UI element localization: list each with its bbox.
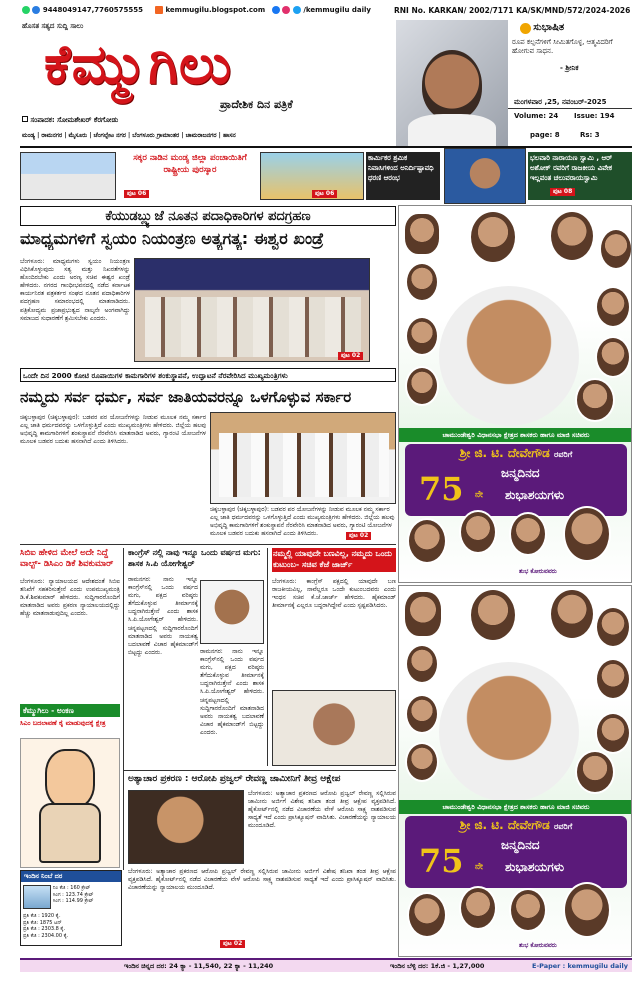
ad-2-age: 75 [419, 842, 464, 880]
footer-gold-rate: ಇಂದಿನ ಚಿನ್ನದ ದರ: 24 ಕ್ಯಾ - 11,540, 22 ಕ್ಯಾ - 11,240 [124, 962, 274, 970]
second-photo-cm [210, 412, 396, 504]
lead-headline[interactable]: ಮಾಧ್ಯಮಗಳಿಗೆ ಸ್ವಯಂ ನಿಯಂತ್ರಣ ಅತ್ಯಗತ್ಯ: ಈಶ್ವರ ಖಂಡ್ರೆ [20, 229, 324, 248]
footer-silver-rate: ಇಂದಿನ ಬೆಳ್ಳಿ ದರ: 1ಕೆ.ಜಿ - 1,27,000 [390, 962, 485, 970]
market-stat: ಪ್ರತಿ ಕೆಜಿ: 1875 ಟನ್ [23, 919, 62, 926]
birthday-ad-1 [398, 205, 632, 583]
subhashita-author: - ಶ್ರೀನಿಕ [560, 64, 579, 72]
market-title: ಇಂದಿನ ನಿಂಬೆ ದರ [21, 871, 121, 882]
cartoon-title: ಕೆಮ್ಮುಗಿಲು - ಅಂಕಣ [20, 704, 120, 717]
blogger-icon [155, 6, 163, 14]
editions-line: ಮಂಡ್ಯ | ರಾಮನಗರ | ಮೈಸೂರು | ಚೆಂಗಲ್ಪೇಟ ನಗರ | ಬೆಂಗಳೂರು ಗ್ರಾಮಾಂತರ | ಚಾಮರಾಜನಗರ | ಹಾಸನ [22, 132, 236, 139]
whatsapp-icon [22, 6, 30, 14]
ad-2-main-portrait [439, 662, 579, 802]
ad-1-wishes: ಶುಭಾಶಯಗಳು [505, 488, 565, 502]
ad-2-wishes: ಶುಭಾಶಯಗಳು [505, 860, 565, 874]
footer-epaper[interactable]: E-Paper : kemmugilu daily [532, 962, 628, 970]
twitter-icon [293, 6, 301, 14]
teaser-strip [20, 146, 632, 202]
website-line [155, 6, 265, 15]
ad-1-card [405, 444, 627, 516]
cartoon-caption: ಸಿಎಂ ಬದಲಾವಣೆ ಕೈ ಮಾಡುವುದಕ್ಕೆ ಕ್ಷೇತ್ರ [20, 719, 106, 727]
teaser-2-text[interactable]: ಕಾರ್ಮಿಕರ ಶ್ರಮಿಕ ನಿವಾಸಿಗಳಿಂದ ಅನಿರ್ದಿಷ್ಟಾವಧಿ ಧರಣಿ ಆರಂಭ [366, 152, 440, 200]
birthday-ad-2 [398, 585, 632, 957]
second-page: ಪುಟ 02 [346, 532, 371, 540]
ad-2-name-suffix: ರವರಿಗೆ [553, 822, 573, 831]
ad-1-name [405, 446, 627, 461]
mid-photo-yogeshwar [200, 580, 264, 644]
bottom-headline[interactable]: ಅತ್ಯಾಚಾರ ಪ್ರಕರಣ : ಆರೋಪಿ ಪ್ರಜ್ವಲ್ ರೇವಣ್ಣ ಜಾಮೀನಿಗೆ ತೀವ್ರ ಆಕ್ಷೇಪ [128, 774, 341, 784]
ad-2-name-prefix: ಶ್ರೀ ಜಿ. ಟಿ. ದೇವೇಗೌಡ [459, 818, 550, 832]
sun-icon [520, 23, 531, 34]
tagline: ಹೊಸತ ಸತ್ಯದ ಸುದ್ದಿ ಸಾಲು [22, 22, 84, 30]
facebook-icon [272, 6, 280, 14]
market-row: ಸಿಂಗ : 114.99 ಕ್ರೇಟ್ [53, 898, 94, 904]
teaser-1-page: ಪುಟ 06 [124, 190, 149, 198]
social-line [272, 6, 371, 15]
mid-body: ರಾಮನಗರ: ನಾನು ಇನ್ನೂ ಕಾಂಗ್ರೆಸ್‌ನಲ್ಲಿ ಒಂದು ವರ್ಷದ ಮಗು, ಪಕ್ಷದ ವರಿಷ್ಠರು ತೆಗೆದುಕೊಳ್ಳುವ ತೀರ್ಮಾನಕ್ಕೆ ಬದ್ಧನಾಗಿರುತ್ತೇನೆ ಎಂದು ಶಾಸಕ ಸಿ.ಪಿ.ಯೋಗೇಶ್ವರ್ ಹೇಳಿದರು. ಚನ್ನಪಟ್ಟಣದಲ್ಲಿ ಸುದ್ದಿಗಾರರೊಂದಿಗೆ ಮಾತನಾಡಿದ ಅವರು ನಾಯಕತ್ವ ಬದಲಾವಣೆ ವಿಚಾರ ಹೈಕಮಾಂಡ್‌ಗೆ ಬಿಟ್ಟದ್ದು ಎಂದರು. [128, 576, 198, 656]
ad-2-card [405, 816, 627, 888]
ad-2-signature: ಶುಭ ಕೋರುವವರು [519, 942, 557, 949]
mid-headline[interactable]: ಕಾಂಗ್ರೆಸ್ ನಲ್ಲಿ ನಾವು ಇನ್ನೂ ಒಂದು ವರ್ಷದ ಮಗು: ಶಾಸಕ ಸಿ.ಪಿ ಯೋಗೇಶ್ವರ್ [128, 548, 261, 568]
right-headline[interactable]: ನಮ್ಮಲ್ಲಿ ಯಾವುದೇ ಬಣವಿಲ್ಲ, ನಮ್ಮದು ಒಂದು ಕುಟುಂಬ- ಸಚಿವ ಕೆಜೆ ಜಾರ್ಜ್ [272, 548, 396, 572]
date-line: ಮಂಗಳವಾರ ,25, ನವಂಬರ್-2025 [514, 98, 607, 106]
lead-body: ಬೆಂಗಳೂರು: ಮಾಧ್ಯಮಗಳು ಸ್ವಯಂ ನಿಯಂತ್ರಣ ವಿಧಿಸಿಕೊಳ್ಳುವುದು ಸತ್ಯ ಮತ್ತು ನಿಖರತೆಗಳನ್ನು ಹೊಂದಿರಬೇಕು ಎಂದು ಅರಣ್ಯ ಸಚಿವ ಈಶ್ವರ ಖಂಡ್ರೆ ಹೇಳಿದರು. ನಗರದ ಗಾಂಧೀಭವನದಲ್ಲಿ ನಡೆದ ಕರ್ನಾಟಕ ಕಾರ್ಯನಿರತ ಪತ್ರಕರ್ತರ ಸಂಘದ ನೂತನ ಪದಾಧಿಕಾರಿಗಳ ಪದಗ್ರಹಣ ಸಮಾರಂಭದಲ್ಲಿ ಮಾತನಾಡಿದರು. ಪತ್ರಿಕೋದ್ಯಮ ಪ್ರಜಾಪ್ರಭುತ್ವದ ನಾಲ್ಕನೇ ಅಂಗವಾಗಿದ್ದು ಸಮಾಜದ ಸುಧಾರಣೆಗೆ ಶ್ರಮಿಸಬೇಕು ಎಂದರು. [20, 258, 130, 322]
website-link[interactable]: kemmugilu.blogspot.com [165, 6, 266, 14]
masthead-title: ಕೆಮ್ಮುಗಿಲು [44, 32, 233, 96]
ad-1-band: ಚಾಮುಂಡೇಶ್ವರಿ ವಿಧಾನಸಭಾ ಕ್ಷೇತ್ರದ ಶಾಸಕರು ಹಾಗೂ ಮಾಜಿ ಸಚಿವರು [399, 428, 632, 442]
social-handle[interactable]: /kemmugilu daily [303, 6, 371, 14]
lead-kicker: ಕೆಯುಡಬ್ಲ್ಯುಜೆ ನೂತನ ಪದಾಧಿಕಾರಿಗಳ ಪದಗ್ರಹಣ [20, 206, 396, 226]
mid-body-cont: ರಾಮನಗರ: ನಾನು ಇನ್ನೂ ಕಾಂಗ್ರೆಸ್‌ನಲ್ಲಿ ಒಂದು ವರ್ಷದ ಮಗು, ಪಕ್ಷದ ವರಿಷ್ಠರು ತೆಗೆದುಕೊಳ್ಳುವ ತೀರ್ಮಾನಕ್ಕೆ ಬದ್ಧನಾಗಿರುತ್ತೇನೆ ಎಂದು ಶಾಸಕ ಸಿ.ಪಿ.ಯೋಗೇಶ್ವರ್ ಹೇಳಿದರು. ಚನ್ನಪಟ್ಟಣದಲ್ಲಿ ಸುದ್ದಿಗಾರರೊಂದಿಗೆ ಮಾತನಾಡಿದ ಅವರು ನಾಯಕತ್ವ ಬದಲಾವಣೆ ವಿಚಾರ ಹೈಕಮಾಂಡ್‌ಗೆ ಬಿಟ್ಟದ್ದು ಎಂದರು. [200, 648, 264, 736]
second-body-cont: ಚಿಕ್ಕಬಳ್ಳಾಪುರ (ಚಿಕ್ಕಬಳ್ಳಾಪುರ): ಬಡವರ ಪರ ಯೋಜನೆಗಳನ್ನು ನೀಡುವ ಮೂಲಕ ನಮ್ಮ ಸರ್ಕಾರ ಎಲ್ಲ ಜಾತಿ ಧರ್ಮದವರನ್ನು ಒಳಗೊಳ್ಳುತ್ತಿದೆ ಎಂದು ಮುಖ್ಯಮಂತ್ರಿಗಳು ಹೇಳಿದರು. ಜಿಲ್ಲೆಯ ಹಲವು ಅಭಿವೃದ್ಧಿ ಕಾಮಗಾರಿಗಳಿಗೆ ಶಂಕುಸ್ಥಾಪನೆ ನೆರವೇರಿಸಿ ಮಾತನಾಡಿದ ಅವರು, ಗ್ಯಾರಂಟಿ ಯೋಜನೆಗಳ ಮೂಲಕ ಬಡವರ ಬದುಕು ಹಸನಾಗಿದೆ ಎಂದು ತಿಳಿಸಿದರು. [210, 506, 395, 538]
phone-numbers: 9448049147,7760575555 [42, 6, 143, 14]
bottom-photo-prajwal [128, 790, 244, 864]
ad-2-age-suffix: ನೇ [475, 862, 483, 872]
editor-name: ಸಂಪಾದಕ: ಸೋಮಶೇಖರ್ ಕೆರಗೋಡು [30, 116, 119, 124]
instagram-icon [282, 6, 290, 14]
second-body: ಚಿಕ್ಕಬಳ್ಳಾಪುರ (ಚಿಕ್ಕಬಳ್ಳಾಪುರ): ಬಡವರ ಪರ ಯೋಜನೆಗಳನ್ನು ನೀಡುವ ಮೂಲಕ ನಮ್ಮ ಸರ್ಕಾರ ಎಲ್ಲ ಜಾತಿ ಧರ್ಮದವರನ್ನು ಒಳಗೊಳ್ಳುತ್ತಿದೆ ಎಂದು ಮುಖ್ಯಮಂತ್ರಿಗಳು ಹೇಳಿದರು. ಜಿಲ್ಲೆಯ ಹಲವು ಅಭಿವೃದ್ಧಿ ಕಾಮಗಾರಿಗಳಿಗೆ ಶಂಕುಸ್ಥಾಪನೆ ನೆರವೇರಿಸಿ ಮಾತನಾಡಿದ ಅವರು, ಗ್ಯಾರಂಟಿ ಯೋಜನೆಗಳ ಮೂಲಕ ಬಡವರ ಬದುಕು ಹಸನಾಗಿದೆ ಎಂದು ತಿಳಿಸಿದರು. [20, 414, 206, 446]
market-stat: ಪ್ರತಿ ಕೆಜಿ : 2303.8 ಕೈ. [23, 926, 66, 932]
phone-icon [32, 6, 40, 14]
teaser-photo-minister [444, 148, 526, 204]
teaser-3-page: ಪುಟ 08 [550, 188, 575, 196]
right-body: ಬೆಂಗಳೂರು: ಕಾಂಗ್ರೆಸ್ ಪಕ್ಷದಲ್ಲಿ ಯಾವುದೇ ಬಣ ರಾಜಕೀಯವಿಲ್ಲ, ನಾವೆಲ್ಲರೂ ಒಂದೇ ಕುಟುಂಬದವರು ಎಂದು ಇಂಧನ ಸಚಿವ ಕೆ.ಜೆ.ಜಾರ್ಜ್ ಹೇಳಿದರು. ಹೈಕಮಾಂಡ್ ತೀರ್ಮಾನಕ್ಕೆ ಎಲ್ಲರೂ ಬದ್ಧರಾಗಿದ್ದೇವೆ ಎಂದು ಸ್ಪಷ್ಟಪಡಿಸಿದರು. [272, 578, 396, 610]
ad-1-main-portrait [439, 286, 579, 426]
ad-2-name [405, 818, 627, 833]
ad-1-name-suffix: ರವರಿಗೆ [553, 450, 573, 459]
lead-page: ಪುಟ 02 [338, 352, 363, 360]
market-stat: ಪ್ರತಿ ಕೆಜಿ : 2304.00 ಕೈ. [23, 932, 69, 939]
contact-line [22, 6, 143, 15]
subhashita-box [520, 22, 564, 34]
checkbox-icon [22, 116, 28, 122]
issue: Issue: 194 [574, 112, 615, 120]
right-photo-george [272, 690, 396, 766]
lead-photo-ceremony [134, 258, 370, 362]
ad-1-age-suffix: ನೇ [475, 490, 483, 500]
editor-line [22, 116, 118, 125]
masthead-area [0, 0, 640, 148]
market-stat: ಪ್ರತಿ ಕೆಜಿ : 1920 ಕೈ. [23, 913, 61, 919]
bottom-body-cont: ಬೆಂಗಳೂರು: ಅತ್ಯಾಚಾರ ಪ್ರಕರಣದ ಆರೋಪಿ ಪ್ರಜ್ವಲ್ ರೇವಣ್ಣ ಸಲ್ಲಿಸಿರುವ ಜಾಮೀನು ಅರ್ಜಿಗೆ ವಿಶೇಷ ತನಿಖಾ ತಂಡ ತೀವ್ರ ಆಕ್ಷೇಪ ವ್ಯಕ್ತಪಡಿಸಿದೆ. ಹೈಕೋರ್ಟ್‌ನಲ್ಲಿ ನಡೆದ ವಿಚಾರಣೆಯ ವೇಳೆ ಆರೋಪಿ ಸಾಕ್ಷ್ಯ ನಾಶಪಡಿಸುವ ಸಾಧ್ಯತೆ ಇದೆ ಎಂದು ಪ್ರಾಸಿಕ್ಯೂಷನ್ ವಾದಿಸಿತು. ವಿಚಾರಣೆಯನ್ನು ನ್ಯಾಯಾಲಯ ಮುಂದೂಡಿದೆ. [128, 868, 396, 892]
subhashita-title: ಸುಭಾಷಿತ [533, 22, 565, 33]
market-row: ಸಿಂಗ : 123.74 ಕ್ರೇಟ್ [53, 891, 94, 898]
left-body: ಬೆಂಗಳೂರು: ನ್ಯಾಯಾಲಯದ ಆದೇಶದಂತೆ ಸಿಬಿಐ ತನಿಖೆಗೆ ಸಹಕರಿಸುತ್ತೇನೆ ಎಂದು ಉಪಮುಖ್ಯಮಂತ್ರಿ ಡಿ.ಕೆ.ಶಿವಕುಮಾರ್ ಹೇಳಿದರು. ಸುದ್ದಿಗಾರರೊಂದಿಗೆ ಮಾತನಾಡಿದ ಅವರು ಪ್ರಕರಣ ನ್ಯಾಯಾಲಯದಲ್ಲಿದ್ದು ಹೆಚ್ಚು ಮಾತನಾಡುವುದಿಲ್ಲ ಎಂದರು. [20, 578, 120, 618]
bottom-body: ಬೆಂಗಳೂರು: ಅತ್ಯಾಚಾರ ಪ್ರಕರಣದ ಆರೋಪಿ ಪ್ರಜ್ವಲ್ ರೇವಣ್ಣ ಸಲ್ಲಿಸಿರುವ ಜಾಮೀನು ಅರ್ಜಿಗೆ ವಿಶೇಷ ತನಿಖಾ ತಂಡ ತೀವ್ರ ಆಕ್ಷೇಪ ವ್ಯಕ್ತಪಡಿಸಿದೆ. ಹೈಕೋರ್ಟ್‌ನಲ್ಲಿ ನಡೆದ ವಿಚಾರಣೆಯ ವೇಳೆ ಆರೋಪಿ ಸಾಕ್ಷ್ಯ ನಾಶಪಡಿಸುವ ಸಾಧ್ಯತೆ ಇದೆ ಎಂದು ಪ್ರಾಸಿಕ್ಯೂಷನ್ ವಾದಿಸಿತು. ವಿಚಾರಣೆಯನ್ನು ನ್ಯಾಯಾಲಯ ಮುಂದೂಡಿದೆ. [248, 790, 396, 830]
footer-bar [20, 958, 632, 972]
ribbon-headline[interactable]: ಒಂದೇ ದಿನ 2000 ಕೋಟಿ ರೂಪಾಯಿಗಳ ಕಾಮಗಾರಿಗಳ ಶಂಕುಸ್ಥಾಪನೆ, ಉದ್ಘಾಟನೆ ನೆರವೇರಿಸಿದ ಮುಖ್ಯಮಂತ್ರಿಗಳು [20, 368, 396, 382]
ad-1-greeting: ಜನ್ಮದಿನದ [501, 466, 540, 480]
cartoon-image [20, 738, 120, 868]
market-thumb [23, 885, 51, 909]
market-stats [23, 913, 119, 939]
market-box [20, 870, 122, 946]
ad-2-greeting: ಜನ್ಮದಿನದ [501, 838, 540, 852]
teaser-3-text[interactable]: ಭಲವಾರಿ ನಾರಾಯಣ ಸ್ವಾಮಿ , ಆರ್ ಅಶೋಕ್ ರವರಿಗೆ ರಾಜಕೀಯ ವಿವೇಕ ಇಲ್ಲವಂತ ಚಲುವರಾಯಸ್ವಾಮಿ [528, 152, 632, 200]
price: Rs: 3 [580, 131, 600, 139]
teaser-photo-building [20, 152, 116, 200]
teaser-1-text[interactable]: ಸಕ್ಕರ ನಾಡಿನ ಮಂಡ್ಯ ಜಿಲ್ಲಾ ಪಂಚಾಯಿತಿಗೆ ರಾಷ್ಟ್ರೀಯ ಪುರಸ್ಕಾರ [133, 153, 247, 176]
rni-number: RNI No. KARKAN/ 2002/7171 KA/SK/MND/572/2024-2026 [394, 6, 631, 15]
ad-1-age: 75 [419, 470, 464, 508]
second-headline[interactable]: ನಮ್ಮದು ಸರ್ವ ಧರ್ಮ, ಸರ್ವ ಜಾತಿಯವರನ್ನೂ ಒಳಗೊಳ್ಳುವ ಸರ್ಕಾರ [20, 388, 352, 406]
left-headline[interactable]: ಸಿಬಿಐ ಹೇಳಿದ ಮೇಲೆ ಅದೇ ನಿದ್ದೆ ವಾಲ್ಟ್- ಡಿಸಿಎಂ ಡಿಕೆ ಶಿವಕುಮಾರ್ [20, 548, 114, 570]
market-row: ನಿಂ ಕೆಜಿ : 160 ಕ್ರೇಟ್ [53, 885, 91, 891]
ad-1-signature: ಶುಭ ಕೋರುವವರು [519, 568, 557, 575]
page-count: page: 8 [530, 131, 560, 139]
politician-portrait [396, 20, 508, 148]
subhashita-text: ರೂಪ ಕಲ್ಪನೆಗಳಿಗೆ ಸೀಮಿತಗೊಳ್ಳ, ಆತ್ಮವಿದರಿಗೆ ಹೋಗುವ ಸಾಧನ. [512, 38, 613, 56]
masthead-subtitle: ಪ್ರಾದೇಶಿಕ ದಿನ ಪತ್ರಿಕೆ [220, 98, 293, 111]
teaser-2-page: ಪುಟ 06 [312, 190, 337, 198]
ad-1-name-prefix: ಶ್ರೀ ಜಿ. ಟಿ. ದೇವೇಗೌಡ [459, 446, 550, 460]
ad-2-band: ಚಾಮುಂಡೇಶ್ವರಿ ವಿಧಾನಸಭಾ ಕ್ಷೇತ್ರದ ಶಾಸಕರು ಹಾಗೂ ಮಾಜಿ ಸಚಿವರು [399, 800, 632, 814]
bottom-page: ಪುಟ 02 [220, 940, 245, 948]
market-rows [53, 885, 121, 905]
volume: Volume: 24 [514, 112, 559, 120]
